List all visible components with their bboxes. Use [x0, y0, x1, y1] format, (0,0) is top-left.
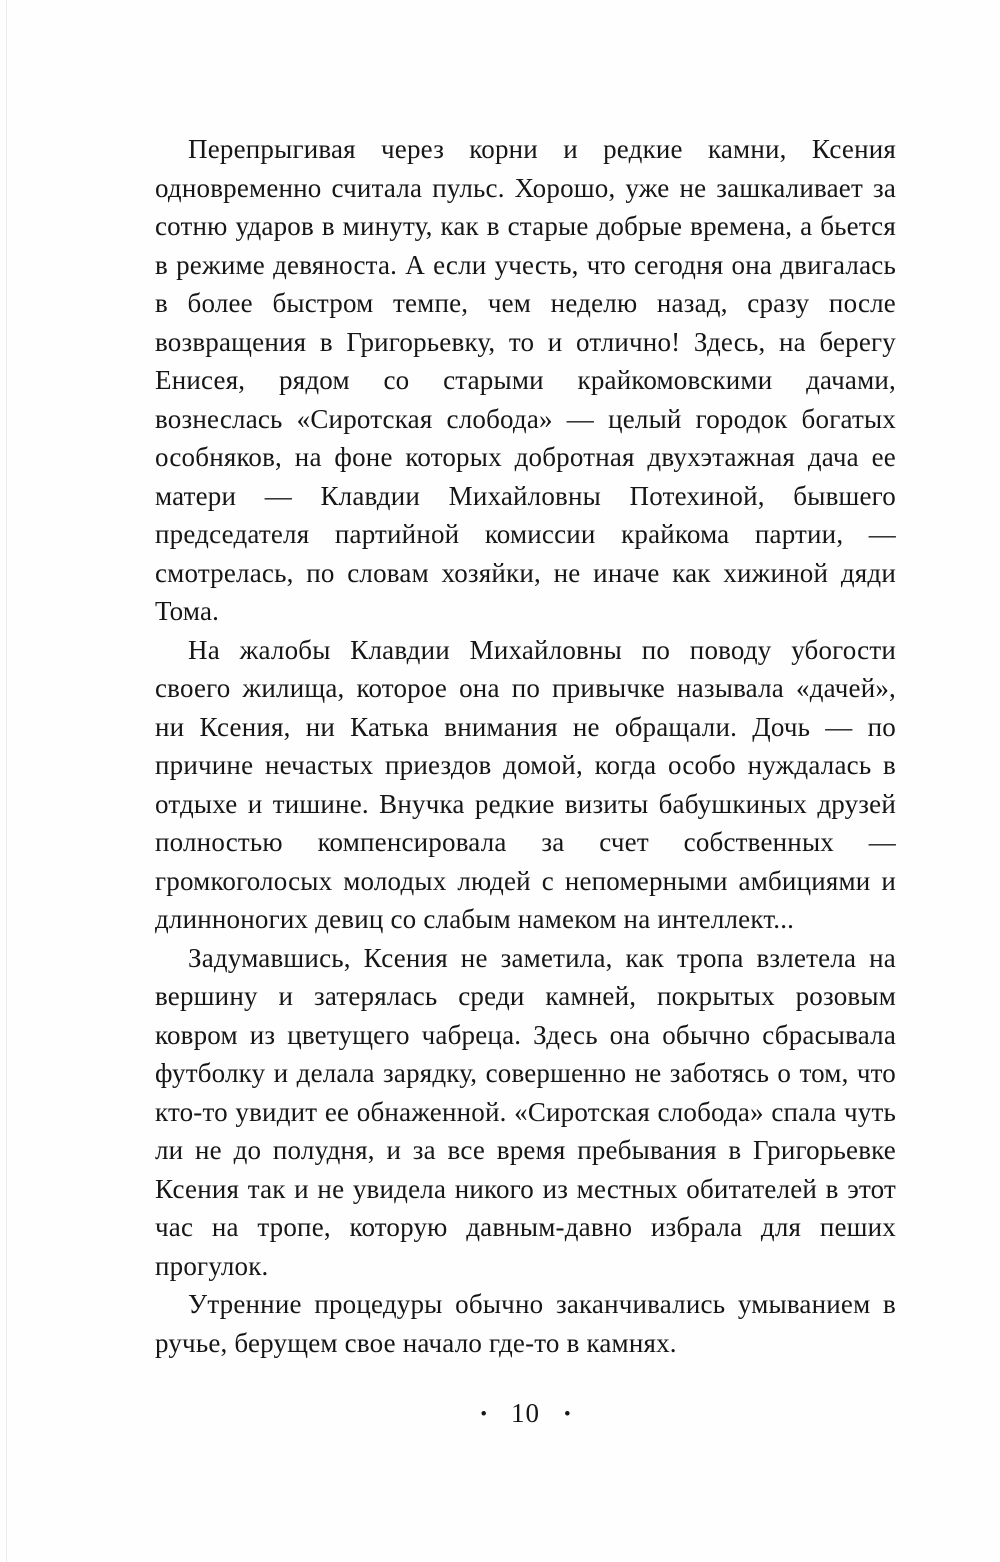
- footer-bullet-right-icon: •: [564, 1404, 571, 1425]
- page-footer: [155, 1398, 896, 1429]
- paragraph: На жалобы Клавдии Михайловны по поводу убогости своего жилища, которое она по привычке называла «дачей», ни Ксения, ни Катька внимания не обращали. Дочь — по причине нечастых приездов домой, когда особо нуждалась в отдыхе и тишине. Внучка редкие визиты бабушкиных друзей полностью компенсировала за счет собственных — громкоголосых молодых людей с непомерными амбициями и длинноногих девиц со слабым намеком на интеллект...: [155, 634, 896, 934]
- body-text: [155, 130, 896, 1362]
- paragraph: Утренние процедуры обычно заканчивались умыванием в ручье, берущем свое начало где-то в камнях.: [155, 1289, 896, 1358]
- paragraph: Перепрыгивая через корни и редкие камни, Ксения одновременно считала пульс. Хорошо, уже не зашкаливает за сотню ударов в минуту, как в старые добрые времена, а бьется в режиме девяноста. А если учесть, что сегодня она двигалась в более быстром темпе, чем неделю назад, сразу после возвращения в Григорьевку, то и отлично! Здесь, на берегу Енисея, рядом со старыми крайкомовскими дачами, вознеслась «Сиротская слобода» — целый городок богатых особняков, на фоне которых добротная двухэтажная дача ее матери — Клавдии Михайловны Потехиной, бывшего председателя партийной комиссии крайкома партии, — смотрелась, по словам хозяйки, не иначе как хижиной дяди Тома.: [155, 134, 896, 626]
- page-number: 10: [511, 1398, 540, 1428]
- paragraph: Задумавшись, Ксения не заметила, как тропа взлетела на вершину и затерялась среди камней, покрытых розовым ковром из цветущего чабреца. Здесь она обычно сбрасывала футболку и делала зарядку, совершенно не заботясь о том, что кто-то увидит ее обнаженной. «Сиротская слобода» спала чуть ли не до полудня, и за все время пребывания в Григорьевке Ксения так и не увидела никого из местных обитателей в этот час на тропе, которую давным-давно избрала для пеших прогулок.: [155, 942, 896, 1281]
- footer-bullet-left-icon: •: [480, 1404, 487, 1425]
